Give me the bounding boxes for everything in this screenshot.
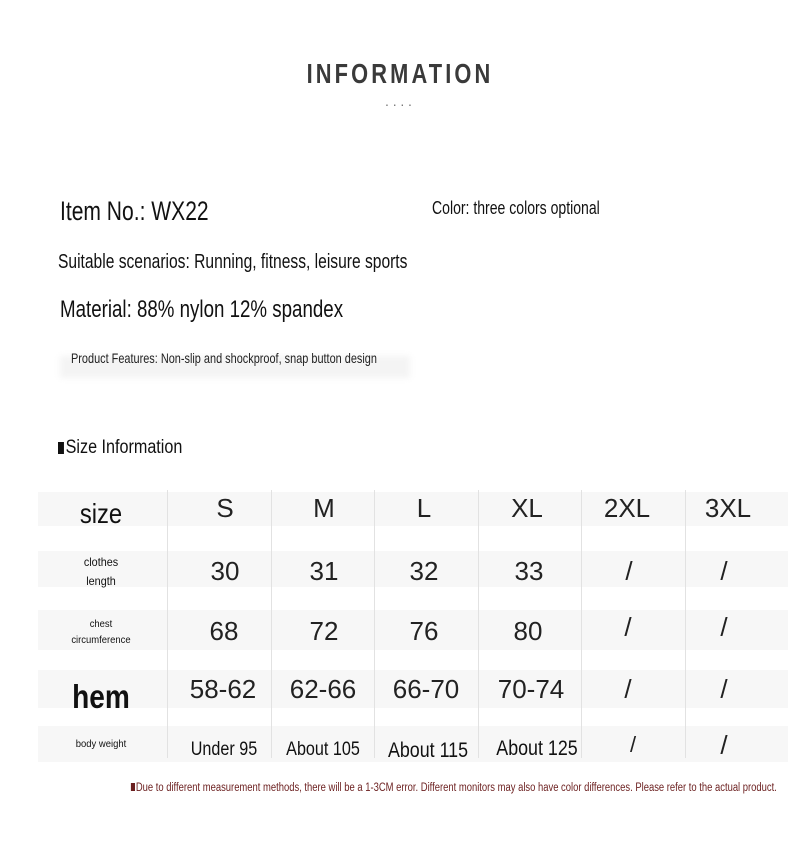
size-header-cell: XL	[511, 493, 543, 523]
size-header-cell: L	[416, 493, 432, 523]
measurement-note-text: Due to different measurement methods, there will be a 1-3CM error. Different monitors may also have color differences. Please refer to the actual product.	[135, 782, 777, 794]
item-number: Item No.: WX22	[60, 196, 209, 226]
color-info: Color: three colors optional	[432, 198, 600, 218]
table-cell: /	[625, 556, 633, 586]
table-cell: 76	[409, 616, 439, 646]
table-cell: 66-70	[392, 674, 460, 704]
size-section-title: Size Information	[65, 437, 183, 458]
bullet-marker-icon	[58, 442, 64, 454]
table-cell: /	[720, 612, 728, 642]
title-decoration-dots: ····	[384, 96, 416, 112]
size-header-cell: 3XL	[704, 493, 752, 523]
table-cell: Under 95	[190, 739, 258, 760]
table-cell: 32	[409, 556, 439, 586]
table-cell: 30	[210, 556, 240, 586]
measurement-note	[131, 782, 777, 794]
page-title: INFORMATION	[306, 58, 494, 89]
table-cell: 70-74	[497, 674, 565, 704]
size-section-heading	[58, 437, 182, 459]
row-label-line: circumference	[71, 634, 131, 646]
table-cell: /	[720, 674, 728, 704]
row-label-line: length	[86, 574, 116, 588]
size-header-cell: M	[313, 493, 335, 523]
table-cell: 58-62	[189, 674, 257, 704]
table-cell: 31	[309, 556, 339, 586]
size-header-cell: 2XL	[603, 493, 651, 523]
size-header-label: size	[79, 498, 123, 529]
table-cell: /	[720, 556, 728, 586]
table-cell: 33	[514, 556, 544, 586]
table-cell: /	[624, 612, 632, 642]
table-cell: About 105	[286, 739, 360, 760]
table-cell: /	[624, 674, 632, 704]
table-cell: 80	[513, 616, 543, 646]
row-label-chest-circumference	[43, 616, 160, 648]
material-info: Material: 88% nylon 12% spandex	[60, 296, 344, 323]
table-cell: 72	[309, 616, 339, 646]
table-cell: About 125	[496, 737, 578, 760]
size-header-cell: S	[216, 493, 234, 523]
row-label-line: chest	[89, 618, 113, 630]
table-cell: About 115	[387, 739, 469, 762]
features-info: Product Features: Non-slip and shockproof, snap button design	[71, 350, 377, 366]
table-cell: /	[629, 732, 637, 757]
row-label-clothes-length	[43, 553, 160, 591]
note-marker-icon	[131, 783, 135, 791]
table-cell: /	[720, 730, 728, 760]
row-label-hem: hem	[72, 678, 130, 715]
row-label-body-weight: body weight	[75, 738, 127, 750]
table-cell: 68	[209, 616, 239, 646]
scenarios-info: Suitable scenarios: Running, fitness, leisure sports	[58, 251, 408, 273]
table-cell: 62-66	[289, 674, 357, 704]
row-label-line: clothes	[83, 555, 119, 569]
